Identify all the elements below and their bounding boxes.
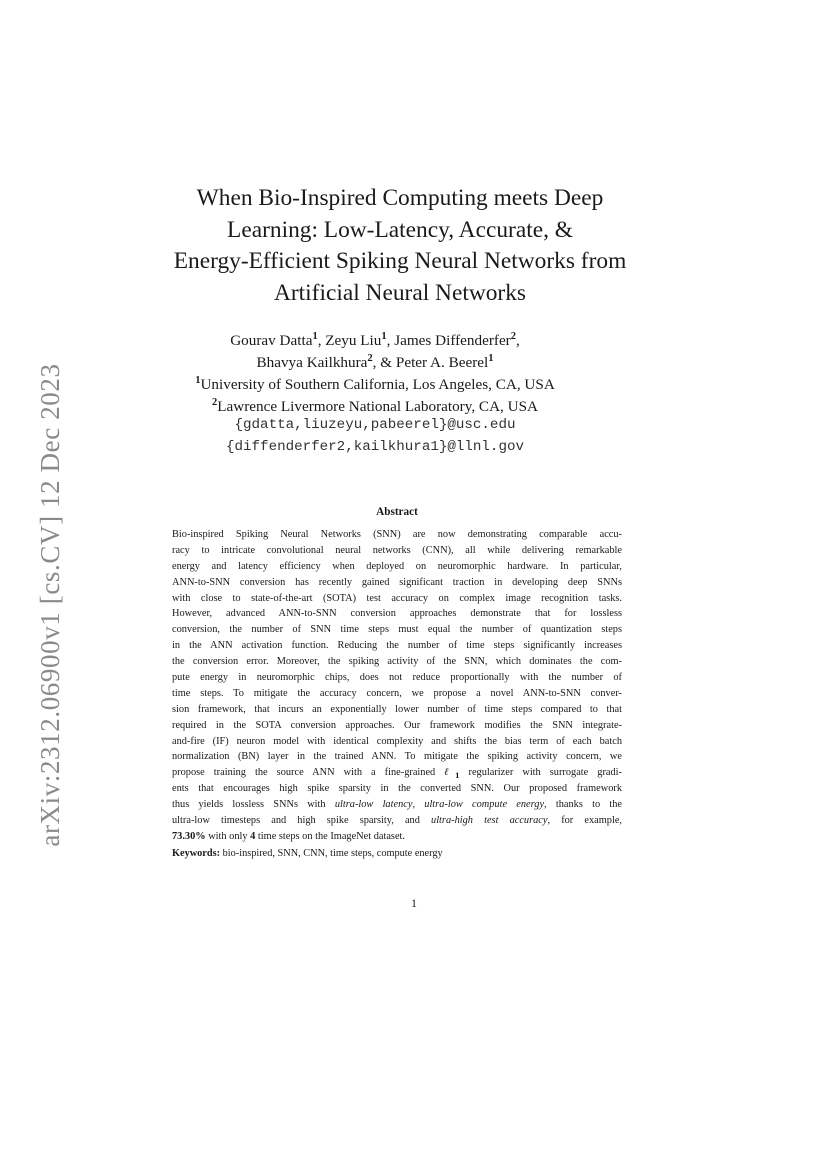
abstract-line: conversion, the number of SNN time steps must equal the number of quantization steps [172,624,622,636]
author-block [160,330,590,418]
abstract-line: Bio-inspired Spiking Neural Networks (SNN) are now demonstrating comparable accu- [172,529,622,540]
text-run: regularizer with surrogate gradi- [459,767,622,779]
abstract-line: required in the SOTA conversion approaches. Our framework modifies the SNN integrate- [172,719,622,731]
text-run: , [412,799,425,811]
abstract-heading: Abstract [376,506,418,518]
abstract-line: However, advanced ANN-to-SNN conversion approaches demonstrate that for lossless [172,608,622,620]
bold-value: 4 [250,830,256,842]
affiliation-mark: 1 [195,374,201,386]
author-line [160,352,590,374]
title-line: Energy-Efficient Spiking Neural Networks from [173,248,627,274]
abstract-line: time steps. To mitigate the accuracy concern, we propose a novel ANN-to-SNN conver- [172,687,622,699]
affiliation-mark: 1 [488,352,494,364]
author-name: Bhavya Kailkhura [256,354,368,371]
bold-value: 73.30% [172,830,206,842]
text-run: propose training the source ANN with a fine-grained [172,767,445,779]
author-name: , & Peter A. Beerel [372,354,489,371]
affiliation-mark: 2 [211,396,218,408]
math-subscript: 1 [455,770,460,781]
keywords-label: Keywords: [172,848,221,859]
author-name: Gourav Datta [230,332,313,349]
author-name: , Zeyu Liu [317,332,382,349]
affiliation-mark: 2 [510,330,516,342]
text-run: time steps on the ImageNet dataset. [255,830,405,842]
paper-title [150,183,650,309]
abstract-line: with close to state-of-the-art (SOTA) test accuracy on complex image recognition tasks. [172,592,622,604]
emphasis: ultra-low latency [334,799,413,811]
affiliation-mark: 2 [367,352,373,364]
abstract-line: and-fire (IF) neuron model with identical complexity and shifts the bias term of each batch [172,735,622,747]
title-line: Learning: Low-Latency, Accurate, & [227,216,573,243]
affiliation-name: University of Southern California, Los Angeles, CA, USA [200,376,555,393]
keywords [172,846,622,861]
abstract-line: sion framework, that incurs an exponentially lower number of time steps compared to that [172,703,622,715]
author-name: , James Diffenderfer [386,332,511,349]
affiliation-mark: 1 [312,330,318,342]
keywords-text: bio-inspired, SNN, CNN, time steps, compute energy [220,848,443,859]
abstract-line [172,813,622,829]
email-block [160,414,590,458]
email-line: {gdatta,liuzeyu,pabeerel}@usc.edu [234,417,516,433]
abstract-line: normalization (BN) layer in the trained ANN. To mitigate the spiking activity concern, we [172,751,622,763]
abstract-line [172,797,622,813]
emphasis: ultra-high test accuracy [431,815,548,827]
abstract-line: pute energy in neuromorphic chips, does not reduce proportionally with the number of [172,672,622,684]
arxiv-stamp: arXiv:2312.06900v1 [cs.CV] 12 Dec 2023 [35,363,65,847]
affiliation-mark: 1 [381,330,387,342]
abstract-body [172,527,622,845]
affiliation-name: Lawrence Livermore National Laboratory, CA, USA [217,398,539,415]
abstract-line [172,829,622,845]
author-line [160,330,590,352]
title-line: Artificial Neural Networks [273,279,526,306]
text-run: ultra-low timesteps and high spike sparsity, and [172,815,432,827]
math-symbol: ℓ [444,767,456,779]
title-line: When Bio-Inspired Computing meets Deep [196,185,604,211]
text-run: , for example, [547,815,622,827]
abstract-line: in the ANN activation function. Reducing the number of time steps significantly increases [172,640,622,652]
abstract-line: ANN-to-SNN conversion has recently gained significant traction in developing deep SNNs [172,576,622,588]
author-separator: , [516,332,520,349]
emphasis: ultra-low compute energy [424,799,545,811]
abstract-line: the conversion error. Moreover, the spiking activity of the SNN, which dominates the com- [172,656,622,668]
abstract-line: energy and latency efficiency when deployed on neuromorphic hardware. In particular, [172,560,622,572]
abstract-line: ents that encourages high spike sparsity in the converted SNN. Our proposed framework [172,783,622,795]
text-run: with only [205,830,251,842]
text-run: thus yields lossless SNNs with [172,799,335,811]
email-line: {diffenderfer2,kailkhura1}@llnl.gov [226,439,524,455]
text-run: , thanks to the [544,799,622,811]
abstract-line: racy to intricate convolutional neural networks (CNN), all while delivering remarkable [172,544,622,556]
page-number: 1 [411,896,417,910]
abstract-line [172,765,622,781]
affiliation-line [160,374,590,396]
